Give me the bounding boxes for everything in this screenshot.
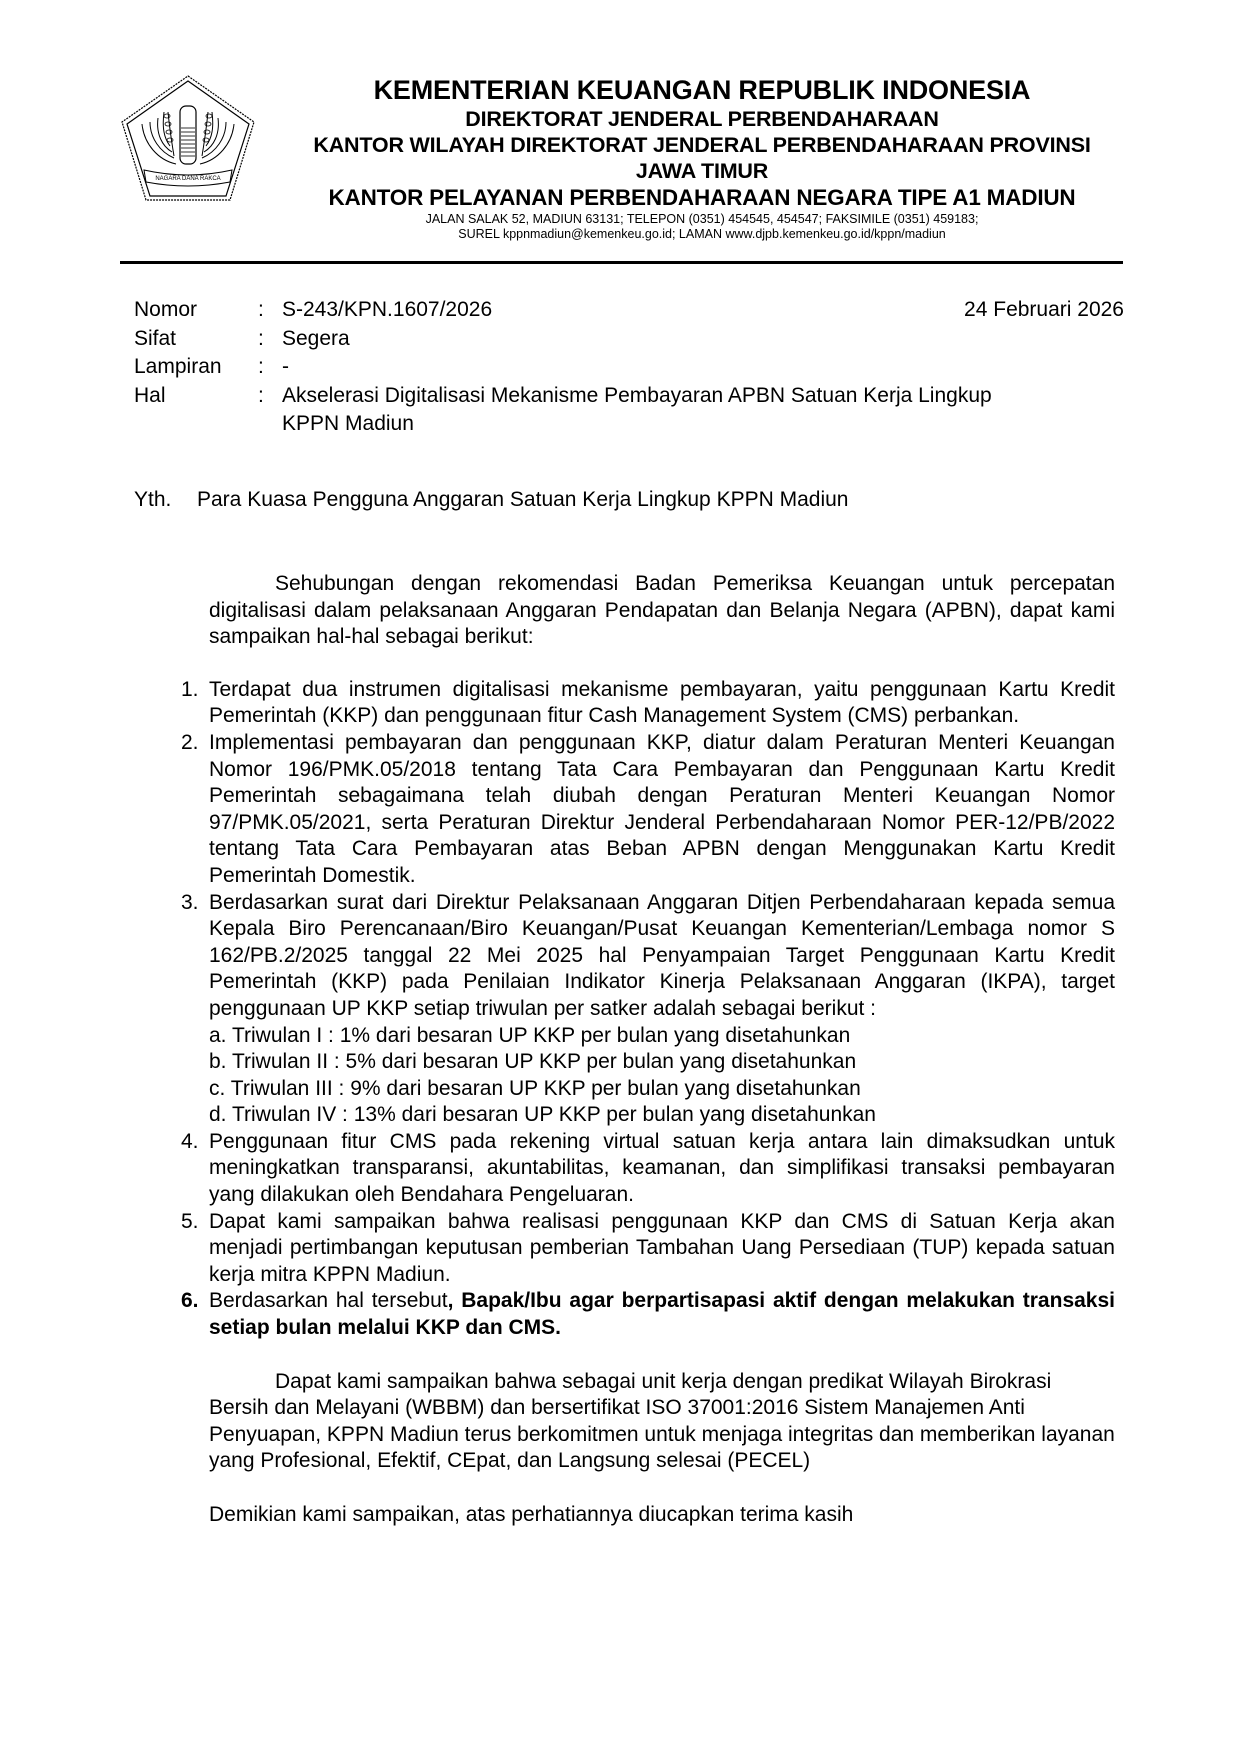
regional-office-name: KANTOR WILAYAH DIREKTORAT JENDERAL PERBENDAHARAAN PROVINSI (313, 133, 1091, 157)
item-text: Berdasarkan surat dari Direktur Pelaksanaan Anggaran Ditjen Perbendaharaan kepada semua Kepala Biro Perencanaan/Biro Keuangan/Pusat Keuangan Kementerian/Lembaga nomor S 162/PB.2/2025 tanggal 22 Mei 2025 hal Penyampaian Target Penggunaan Kartu Kredit Pemerintah (KKP) pada Penilaian Indikator Kinerja Pelaksanaan Anggaran (IKPA), target penggunaan UP KKP setiap triwulan per satker adalah sebagai berikut : (209, 890, 1115, 1020)
colon: : (258, 383, 264, 407)
sifat-value: Segera (282, 326, 350, 350)
lampiran-label: Lampiran (134, 355, 222, 378)
item-text: Implementasi pembayaran dan penggunaan KKP, diatur dalam Peraturan Menteri Keuangan Nomor 196/PMK.05/2018 tentang Tata Cara Pembayaran dan Penggunaan Kartu Kredit Pemerintah sebagaimana telah diubah dengan Peraturan Menteri Keuangan Nomor 97/PMK.05/2021, serta Peraturan Direktur Jenderal Perbendaharaan Nomor PER-12/PB/2022 tentang Tata Cara Pembayaran atas Beban APBN dengan Menggunakan Kartu Kredit Pemerintah Domestik. (209, 730, 1115, 887)
directorate-name: DIREKTORAT JENDERAL PERBENDAHARAAN (465, 107, 939, 131)
colon: : (258, 355, 264, 378)
list-item (181, 890, 1115, 1129)
item-text: Penggunaan fitur CMS pada rekening virtual satuan kerja antara lain dimaksudkan untuk meningkatkan transparansi, akuntabilitas, keamanan, dan simplifikasi transaksi pembayaran yang dilakukan oleh Bendahara Pengeluaran. (209, 1129, 1115, 1207)
svg-text:NAGARA DANA RAKCA: NAGARA DANA RAKCA (155, 176, 221, 182)
letter-date: 24 Februari 2026 (964, 298, 1124, 321)
colon: : (258, 326, 264, 350)
nomor-label: Nomor (134, 298, 198, 321)
letter-body (181, 571, 1115, 1529)
item-number: 6. (181, 1289, 199, 1313)
nomor-value: S-243/KPN.1607/2026 (282, 298, 493, 321)
ministry-emblem-icon (118, 72, 258, 204)
province-name: JAWA TIMUR (635, 159, 769, 183)
list-item (181, 730, 1115, 890)
numbered-list (181, 677, 1115, 1342)
hal-label: Hal (134, 383, 166, 407)
hal-value-line-1: Akselerasi Digitalisasi Mekanisme Pembayaran APBN Satuan Kerja Lingkup (282, 383, 992, 407)
item-text: Berdasarkan hal tersebut (209, 1289, 448, 1313)
list-item (181, 1288, 1115, 1341)
letterhead-divider (120, 261, 1123, 264)
target-sublist (209, 1023, 1115, 1129)
address-line-1: JALAN SALAK 52, MADIUN 63131; TELEPON (0351) 454545, 454547; FAKSIMILE (0351) 459183; (425, 212, 979, 226)
hal-value (282, 382, 1124, 439)
item-text-emphasis: , Bapak/Ibu agar berpartisapasi aktif dengan melakukan transaksi setiap bulan melalui KKP dan CMS. (209, 1289, 1115, 1340)
list-item (181, 1129, 1115, 1209)
recipient-label: Yth. (134, 488, 172, 511)
colon: : (258, 298, 264, 321)
meta-row-sifat (134, 325, 1124, 354)
item-number: 5. (181, 1209, 199, 1233)
letter-metadata (134, 296, 1124, 439)
list-item (181, 677, 1115, 730)
item-number: 4. (181, 1129, 199, 1153)
sifat-label: Sifat (134, 326, 177, 350)
closing-line: Demikian kami sampaikan, atas perhatiannya diucapkan terima kasih (209, 1503, 854, 1526)
hal-value-line-2: KPPN Madiun (282, 412, 414, 435)
sub-item-triwulan-2: b. Triwulan II : 5% dari besaran UP KKP per bulan yang disetahunkan (209, 1050, 857, 1074)
meta-row-hal (134, 382, 1124, 439)
list-item (181, 1209, 1115, 1289)
item-number: 3. (181, 890, 199, 914)
ministry-name: KEMENTERIAN KEUANGAN REPUBLIK INDONESIA (373, 75, 1031, 105)
item-number: 1. (181, 677, 199, 701)
recipient (134, 486, 848, 514)
letterhead (262, 74, 1142, 242)
sub-item-triwulan-4: d. Triwulan IV : 13% dari besaran UP KKP per bulan yang disetahunkan (209, 1103, 876, 1127)
item-text: Dapat kami sampaikan bahwa realisasi penggunaan KKP dan CMS di Satuan Kerja akan menjadi pertimbangan keputusan pemberian Tambahan Uang Persediaan (TUP) kepada satuan kerja mitra KPPN Madiun. (209, 1209, 1115, 1286)
address-line-2: SUREL kppnmadiun@kemenkeu.go.id; LAMAN www.djpb.kemenkeu.go.id/kppn/madiun (458, 227, 946, 241)
office-name: KANTOR PELAYANAN PERBENDAHARAAN NEGARA TIPE A1 MADIUN (328, 185, 1076, 210)
item-number: 2. (181, 730, 199, 754)
sub-item-triwulan-3: c. Triwulan III : 9% dari besaran UP KKP per bulan yang disetahunkan (209, 1076, 861, 1100)
item-text: Terdapat dua instrumen digitalisasi mekanisme pembayaran, yaitu penggunaan Kartu Kredit Pemerintah (KKP) dan penggunaan fitur Cash Management System (CMS) perbankan. (209, 677, 1115, 728)
lampiran-value: - (282, 355, 289, 378)
meta-row-lampiran (134, 353, 1124, 382)
intro-paragraph: Sehubungan dengan rekomendasi Badan Pemeriksa Keuangan untuk percepatan digitalisasi dalam pelaksanaan Anggaran Pendapatan dan Belanja Negara (APBN), dapat kami sampaikan hal-hal sebagai berikut: (209, 572, 1115, 649)
sub-item-triwulan-1: a. Triwulan I : 1% dari besaran UP KKP per bulan yang disetahunkan (209, 1023, 851, 1047)
closing-paragraph: Dapat kami sampaikan bahwa sebagai unit kerja dengan predikat Wilayah Birokrasi Bersih dan Melayani (WBBM) dan bersertifikat ISO 37001:2016 Sistem Manajemen Anti Penyuapan, KPPN Madiun terus berkomitmen untuk menjaga integritas dan memberikan layanan yang Profesional, Efektif, CEpat, dan Langsung selesai (PECEL) (209, 1369, 1115, 1473)
recipient-name: Para Kuasa Pengguna Anggaran Satuan Kerja Lingkup KPPN Madiun (197, 488, 849, 511)
